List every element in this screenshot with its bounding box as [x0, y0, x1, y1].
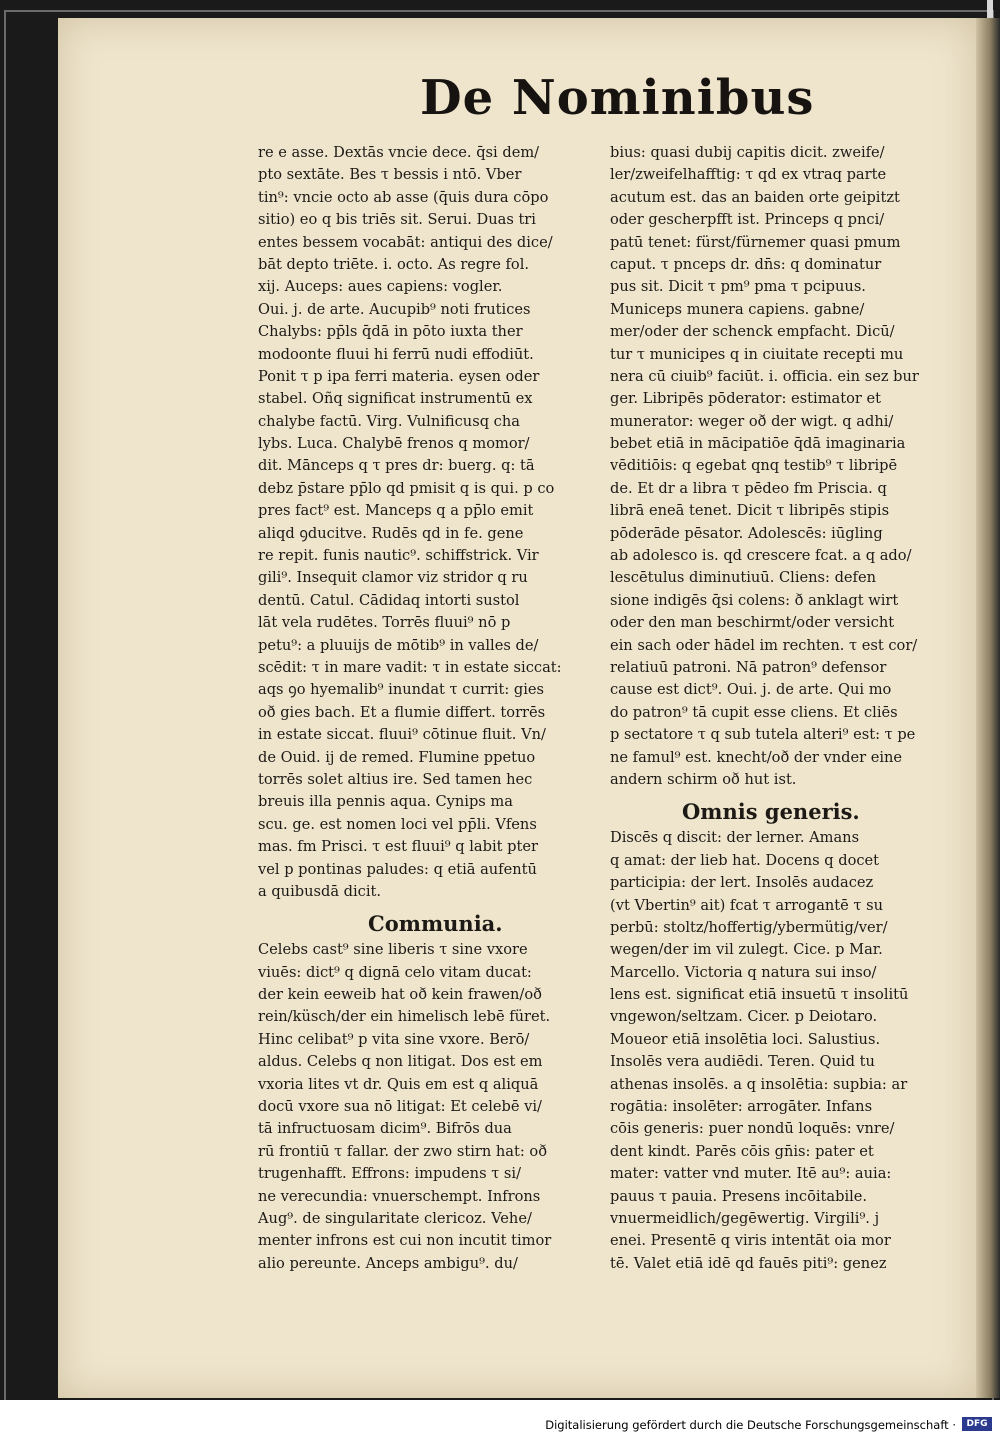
text-line: re e asse. Dextās vncie dece. q̄si dem/	[258, 144, 540, 161]
text-line: oder gescherpfft ist. Princeps q pnci/	[610, 211, 885, 229]
text-line: Aug⁹. de singularitate clericoz. Vehe/	[258, 1209, 532, 1227]
text-line: lens est. significat etiā insuetū τ insolitū	[610, 986, 909, 1004]
text-line: pōderāde pēsator. Adolescēs: iūgling	[610, 524, 883, 542]
text-line: bius: quasi dubij capitis dicit. zweife/	[610, 144, 885, 161]
text-line: Celebs cast⁹ sine liberis τ sine vxore	[258, 941, 528, 959]
text-line: patū tenet: fürst/fürnemer quasi pmum	[610, 233, 901, 251]
text-line: menter infrons est cui non incutit timor	[258, 1232, 552, 1250]
text-line: pus sit. Dicit τ pm⁹ pma τ pcipuus.	[610, 278, 866, 296]
text-line: docū vxore sua nō litigat: Et celebē vi/	[258, 1098, 542, 1116]
text-line: enei. Presentē q viris intentāt oia mor	[610, 1232, 891, 1250]
text-line: sione indigēs q̄si colens: ð anklagt wirt	[610, 591, 899, 609]
text-line: debz p̄stare pp̄lo qd pmisit q is qui. p co	[258, 479, 555, 497]
text-line: q amat: der lieb hat. Docens q docet	[610, 851, 880, 869]
text-line: entes bessem vocabāt: antiqui des dice/	[258, 233, 553, 251]
text-line: oder den man beschirmt/oder versicht	[610, 614, 895, 632]
dfg-logo: DFG	[962, 1417, 992, 1431]
text-line: pauus τ pauia. Presens incōitabile.	[610, 1187, 868, 1205]
text-line: athenas insolēs. a q insolētia: supbia: ar	[610, 1075, 908, 1093]
text-line: breuis illa pennis aqua. Cynips ma	[258, 793, 513, 811]
text-line: aqs ꝯo hyemalib⁹ inundat τ currit: gies	[258, 681, 545, 699]
text-line: munerator: weger oð der wigt. q adhi/	[610, 412, 894, 430]
text-line: bebet etiā in mācipatiōe q̄dā imaginaria	[610, 435, 906, 453]
page-edge	[976, 18, 1000, 1398]
text-line: lybs. Luca. Chalybē frenos q momor/	[258, 435, 530, 453]
running-head: De Nominibus	[420, 70, 815, 126]
text-line: ne famul⁹ est. knecht/oð der vnder eine	[610, 748, 903, 766]
text-line: dentū. Catul. Cādidaq intorti sustol	[258, 591, 520, 609]
text-line: xij. Auceps: aues capiens: vogler.	[258, 278, 503, 296]
text-line: andern schirm oð hut ist.	[610, 770, 797, 788]
text-line: vngewon/seltzam. Cicer. p Deiotaro.	[610, 1008, 878, 1026]
text-line: ne verecundia: vnuerschempt. Infrons	[258, 1187, 541, 1205]
text-line: in estate siccat. fluui⁹ cōtinue fluit. Vn/	[258, 726, 546, 744]
text-line: nera cū ciuib⁹ faciūt. i. officia. ein sez bur	[610, 367, 919, 385]
text-line: alio pereunte. Anceps ambigu⁹. du/	[258, 1254, 518, 1272]
text-line: lāt vela rudētes. Torrēs fluui⁹ nō p	[258, 614, 511, 632]
text-line: librā eneā tenet. Dicit τ libripēs stipis	[610, 502, 890, 520]
text-line: aliqd ꝯducitve. Rudēs qd in fe. gene	[258, 524, 524, 542]
text-line: tē. Valet etiā idē qd fauēs piti⁹: genez	[610, 1254, 887, 1272]
text-line: oð gies bach. Et a flumie differt. torrēs	[258, 703, 546, 721]
text-line: (vt Vbertin⁹ ait) fcat τ arrogantē τ su	[610, 896, 884, 914]
text-line: viuēs: dict⁹ q dignā celo vitam ducat:	[258, 963, 532, 981]
text-line: cause est dict⁹. Oui. j. de arte. Qui mo	[610, 681, 892, 699]
text-line: participia: der lert. Insolēs audacez	[610, 874, 874, 892]
text-line: do patron⁹ tā cupit esse cliens. Et cliēs	[610, 703, 898, 721]
text-line: Ponit τ p ipa ferri materia. eysen oder	[258, 367, 540, 385]
text-line: torrēs solet altius ire. Sed tamen hec	[258, 770, 533, 788]
left-column	[258, 142, 604, 1275]
text-line: rogātia: insolēter: arrogāter. Infans	[610, 1098, 873, 1116]
text-line: wegen/der im vil zulegt. Cice. p Mar.	[610, 941, 883, 959]
text-line: scu. ge. est nomen loci vel pp̄li. Vfens	[258, 815, 537, 833]
text-line: modoonte fluui hi ferrū nudi effodiūt.	[258, 345, 534, 363]
text-line: re repit. funis nautic⁹. schiffstrick. Vir	[258, 547, 539, 565]
text-line: Discēs q discit: der lerner. Amans	[610, 829, 860, 847]
text-line: aldus. Celebs q non litigat. Dos est em	[258, 1053, 543, 1071]
text-line: ab adolesco is. qd crescere fcat. a q ado/	[610, 547, 912, 565]
text-line: gili⁹. Insequit clamor viz stridor q ru	[258, 569, 528, 587]
text-line: der kein eeweib hat oð kein frawen/oð	[258, 986, 542, 1004]
text-line: perbū: stoltz/hoffertig/ybermütig/ver/	[610, 918, 888, 936]
text-line: tur τ municipes q in ciuitate recepti mu	[610, 345, 904, 363]
text-line: tin⁹: vncie octo ab asse (q̄uis dura cōpo	[258, 188, 549, 206]
text-line: Chalybs: pp̄ls q̄dā in pōto iuxta ther	[258, 323, 523, 341]
text-line: mer/oder der schenck empfacht. Dicū/	[610, 323, 895, 341]
text-line: petu⁹: a pluuijs de mōtib⁹ in valles de/	[258, 636, 539, 654]
text-line: vel p pontinas paludes: q etiā aufentū	[258, 860, 537, 878]
text-line: a quibusdā dicit.	[258, 882, 382, 900]
text-line: Hinc celibat⁹ p vita sine vxore. Berō/	[258, 1030, 530, 1048]
text-line: de Ouid. ij de remed. Flumine ppetuo	[258, 748, 536, 766]
text-line: Insolēs vera audiēdi. Teren. Quid tu	[610, 1053, 875, 1071]
text-line: bāt depto triēte. i. octo. As regre fol.	[258, 255, 530, 273]
text-line: dit. Mānceps q τ pres dr: buerg. q: tā	[258, 457, 535, 475]
footer-bar	[0, 1400, 1000, 1435]
text-line: rū frontiū τ fallar. der zwo stirn hat: oð	[258, 1142, 547, 1160]
text-line: Municeps munera capiens. gabne/	[610, 300, 865, 318]
text-line: vxoria lites vt dr. Quis em est q aliquā	[258, 1075, 539, 1093]
text-line: chalybe factū. Virg. Vulnificusq cha	[258, 412, 520, 430]
text-line: mas. fm Prisci. τ est fluui⁹ q labit pter	[258, 838, 538, 856]
section-heading: Omnis generis.	[682, 799, 860, 825]
text-line: dent kindt. Parēs cōis gn̄is: pater et	[610, 1142, 874, 1160]
text-line: ein sach oder hādel im rechten. τ est cor/	[610, 636, 918, 654]
text-line: Marcello. Victoria q natura sui inso/	[610, 963, 877, 981]
right-column	[610, 142, 966, 1275]
text-line: de. Et dr a libra τ pēdeo fm Priscia. q	[610, 479, 887, 497]
text-line: lescētulus diminutiuū. Cliens: defen	[610, 569, 876, 587]
text-line: vnuermeidlich/gegēwertig. Virgili⁹. j	[610, 1209, 880, 1227]
text-line: caput. τ pnceps dr. dn̄s: q dominatur	[610, 255, 882, 273]
text-line: ger. Libripēs pōderator: estimator et	[610, 390, 882, 408]
text-line: trugenhafft. Effrons: impudens τ si/	[258, 1165, 521, 1183]
scan-frame-left	[4, 10, 6, 1415]
section-heading: Communia.	[368, 911, 503, 937]
text-line: ler/zweifelhafftig: τ qd ex vtraq parte	[610, 166, 887, 184]
text-line: mater: vatter vnd muter. Itē au⁹: auia:	[610, 1165, 892, 1183]
text-line: cōis generis: puer nondū loquēs: vnre/	[610, 1120, 895, 1138]
text-line: vēditiōis: q egebat qnq testib⁹ τ libripē	[610, 457, 898, 475]
text-line: sitio) eo q bis triēs sit. Serui. Duas tri	[258, 211, 536, 229]
text-line: tā infructuosam dicim⁹. Bifrōs dua	[258, 1120, 512, 1138]
text-line: pto sextāte. Bes τ bessis i ntō. Vber	[258, 166, 522, 184]
text-line: rein/küsch/der ein himelisch lebē füret.	[258, 1008, 551, 1026]
text-line: Oui. j. de arte. Aucupib⁹ noti frutices	[258, 300, 531, 318]
text-line: p sectatore τ q sub tutela alteri⁹ est: τ pe	[610, 726, 916, 744]
text-line: stabel. Oñq significat instrumentū ex	[258, 390, 533, 408]
footer-credit: Digitalisierung gefördert durch die Deutsche Forschungsgemeinschaft ·	[545, 1418, 956, 1432]
scan-frame-top	[4, 10, 994, 12]
text-line: relatiuū patroni. Nā patron⁹ defensor	[610, 658, 887, 676]
text-line: scēdit: τ in mare vadit: τ in estate siccat:	[258, 658, 562, 676]
text-line: acutum est. das an baiden orte geipitzt	[610, 188, 900, 206]
text-line: Moueor etiā insolētia loci. Salustius.	[610, 1030, 881, 1048]
text-line: pres fact⁹ est. Manceps q a pp̄lo emit	[258, 502, 534, 520]
